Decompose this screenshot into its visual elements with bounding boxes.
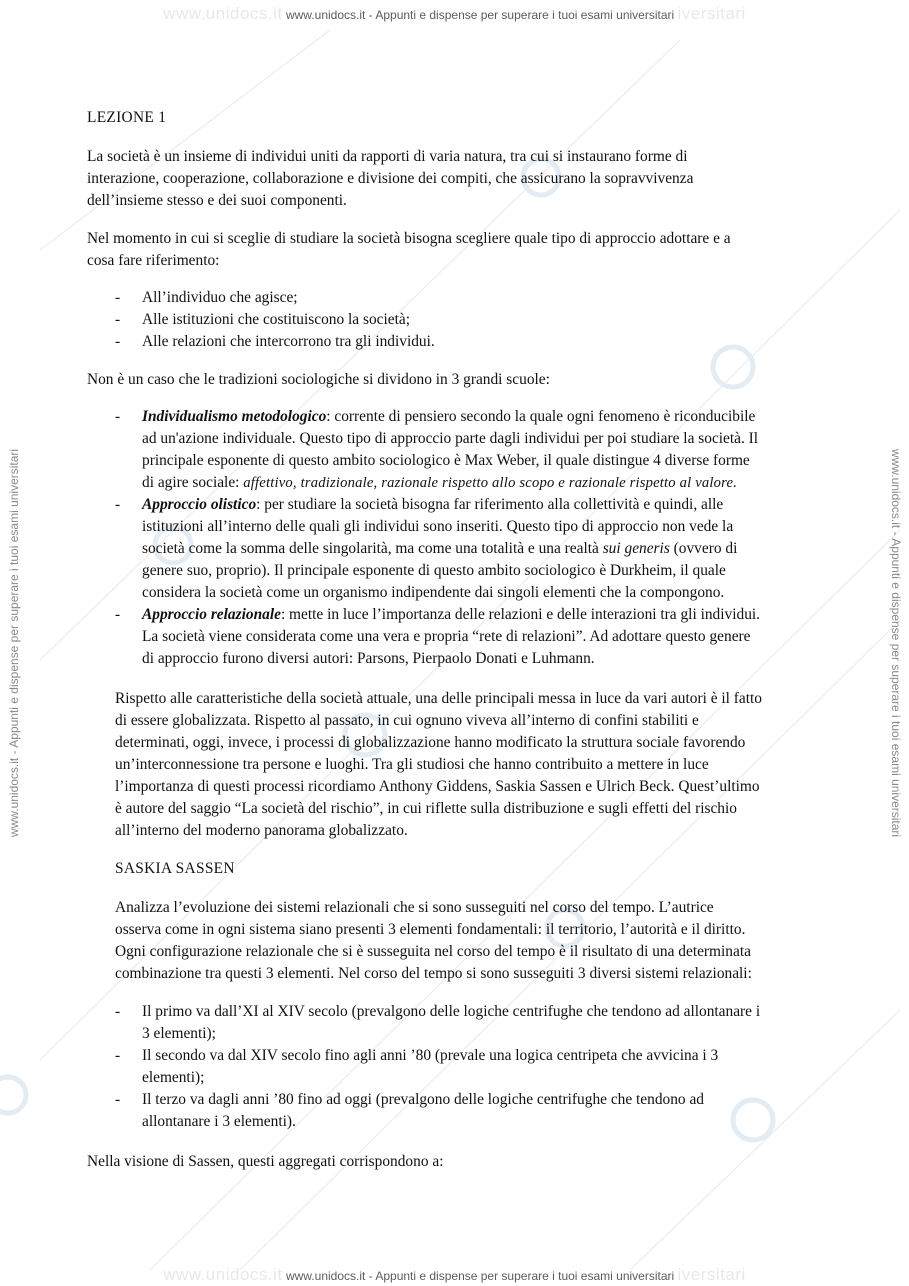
list-item	[115, 1045, 827, 1089]
text-line: Il secondo va dal XIV secolo fino agli anni ’80 (prevale una logica centripeta che avvicina i 3	[142, 1047, 719, 1064]
list-bullet: -	[115, 1047, 121, 1064]
footer-watermark-ghost-tail: iversitari	[677, 1265, 746, 1284]
text-line: 3 elementi);	[142, 1025, 216, 1042]
paragraph-approach	[87, 228, 731, 272]
list-bullet: -	[115, 606, 121, 623]
left-side-watermark	[7, 449, 21, 837]
header-watermark	[0, 4, 909, 24]
text-line: Il terzo va dagli anni ’80 fino ad oggi (prevalgono delle logiche centrifughe che tendono ad	[142, 1091, 704, 1108]
list-item	[115, 1089, 827, 1133]
left-side-watermark-text: www.unidocs.it - Appunti e dispense per superare i tuoi esami universitari	[7, 448, 21, 838]
text-line: determinati, oggi, invece, i processi di globalizzazione hanno modificato la struttura sociale favorendo	[115, 734, 746, 751]
section-heading-sassen: SASKIA SASSEN	[115, 860, 235, 877]
header-watermark-text: www.unidocs.it - Appunti e dispense per superare i tuoi esami universitari	[285, 8, 675, 22]
list-item-text: Alle relazioni che intercorrono tra gli individui.	[142, 333, 435, 350]
text-line: è autore del saggio “La società del rischio”, in cui riflette sulla distribuzione e sugli effetti del rischio	[115, 800, 737, 817]
list-bullet: -	[115, 333, 121, 350]
list-item-holistic	[115, 494, 827, 604]
text-line: Analizza l’evoluzione dei sistemi relazionali che si sono susseguiti nel corso del tempo. L’autrice	[115, 899, 714, 916]
list-bullet: -	[115, 496, 121, 513]
text-line: l’importanza di questi processi ricordiamo Anthony Giddens, Saskia Sassen e Ulrich Beck. Quest’ultimo	[115, 778, 760, 795]
list-item-individualism	[115, 406, 827, 494]
list-bullet: -	[115, 1091, 121, 1108]
schools-list	[115, 406, 827, 670]
paragraph-sassen	[115, 897, 752, 985]
list-bullet: -	[115, 311, 121, 328]
text-line: ad un'azione individuale. Questo tipo di approccio parte dagli individui per poi studiare la società. Il	[142, 430, 759, 447]
footer-watermark-ghost: www.unidocs.it	[163, 1265, 283, 1284]
footer-watermark	[0, 1265, 909, 1285]
header-watermark-ghost: www.unidocs.it	[163, 4, 283, 23]
paragraph-schools-intro: Non è un caso che le tradizioni sociologiche si dividono in 3 grandi scuole:	[87, 371, 550, 388]
right-side-watermark-text: www.unidocs.it - Appunti e dispense per superare i tuoi esami universitari	[889, 448, 903, 838]
text-line: osserva come in ogni sistema siano presenti 3 elementi fondamentali: il territorio, l’autorità e il diritto.	[115, 921, 746, 938]
text-line: allontanare i 3 elementi).	[142, 1113, 296, 1130]
text-line: genere suo, proprio). Il principale esponente di questo ambito sociologico è Durkheim, il quale	[142, 562, 726, 579]
right-side-watermark	[889, 449, 903, 837]
text-line: combinazione tra questi 3 elementi. Nel corso del tempo si sono susseguiti 3 diversi sistemi relazionali:	[115, 965, 752, 982]
header-watermark-ghost-tail: iversitari	[677, 4, 746, 23]
sui-generis: sui generis	[602, 540, 670, 557]
text-span: di agire sociale:	[142, 474, 244, 491]
paragraph-globalization	[115, 688, 762, 842]
text-span: (ovvero di	[669, 540, 738, 557]
paragraph-sassen-aggregates: Nella visione di Sassen, questi aggregati corrispondono a:	[87, 1153, 444, 1170]
weber-forms: affettivo, tradizionale, razionale rispetto allo scopo e razionale rispetto al valore	[243, 475, 734, 491]
text-line: all’interno del moderno panorama globalizzato.	[115, 822, 408, 839]
list-bullet: -	[115, 1003, 121, 1020]
text-line: di approccio furono diversi autori: Parsons, Pierpaolo Donati e Luhmann.	[142, 650, 595, 667]
text-span: : per studiare la società bisogna far riferimento alla collettività e quindi, alle	[256, 496, 724, 513]
text-line: dell’insieme stesso e dei suoi componenti.	[87, 192, 347, 209]
text-line: Rispetto alle caratteristiche della società attuale, una delle principali messa in luce da vari autori è il fatto	[115, 690, 763, 707]
relational-systems-list	[115, 1001, 827, 1133]
text-span: .	[733, 475, 738, 491]
text-line: un’interconnessione tra persone e luoghi. Tra gli studiosi che hanno contribuito a mettere in luce	[115, 756, 709, 773]
text-line: di essere globalizzata. Rispetto al passato, in cui ognuno viveva all’interno di confini stabiliti e	[115, 712, 699, 729]
term-relational: Approccio relazionale	[142, 606, 281, 623]
text-line: Il primo va dall’XI al XIV secolo (prevalgono delle logiche centrifughe che tendono ad allontanare i	[142, 1003, 761, 1020]
list-bullet: -	[115, 289, 121, 306]
text-line: cosa fare riferimento:	[87, 252, 220, 269]
text-line: istituzioni all’interno delle quali gli individui sono inseriti. Questo tipo di approccio non vede la	[142, 518, 734, 535]
text-line: La società è un insieme di individui uniti da rapporti di varia natura, tra cui si instaurano forme di	[87, 148, 688, 165]
lesson-title: LEZIONE 1	[87, 109, 167, 126]
text-line: Ogni configurazione relazionale che si è susseguita nel corso del tempo è il risultato di una determinata	[115, 943, 751, 960]
term-holistic: Approccio olistico	[142, 496, 257, 513]
text-line: principale esponente di questo ambito sociologico è Max Weber, il quale distingue 4 diverse forme	[142, 452, 750, 469]
paragraph-society-definition	[87, 146, 693, 212]
list-item	[115, 1001, 827, 1045]
list-item-text: Alle istituzioni che costituiscono la società;	[142, 311, 410, 328]
text-line: Nel momento in cui si sceglie di studiare la società bisogna scegliere quale tipo di approccio adottare e a	[87, 230, 731, 247]
list-item-text: All’individuo che agisce;	[142, 289, 298, 306]
reference-list	[115, 287, 815, 357]
list-bullet: -	[115, 408, 121, 425]
text-line: interazione, cooperazione, collaborazione e divisione dei compiti, che assicurano la sopravvivenza	[87, 170, 694, 187]
term-individualism: Individualismo metodologico	[142, 408, 327, 425]
text-span: : corrente di pensiero secondo la quale ogni fenomeno è riconducibile	[326, 408, 756, 425]
text-span: : mette in luce l’importanza delle relazioni e delle interazioni tra gli individui.	[280, 606, 761, 623]
list-item-relational	[115, 604, 827, 670]
text-span: società come la somma delle singolarità, ma come una totalità e una realtà	[142, 540, 603, 557]
text-line: La società viene considerata come una vera e propria “rete di relazioni”. Ad adottare questo genere	[142, 628, 751, 645]
text-line: elementi);	[142, 1069, 205, 1086]
text-line: considera la società come un organismo indipendente dai singoli elementi che la compongono.	[142, 584, 725, 601]
footer-watermark-text: www.unidocs.it - Appunti e dispense per superare i tuoi esami universitari	[285, 1269, 675, 1283]
